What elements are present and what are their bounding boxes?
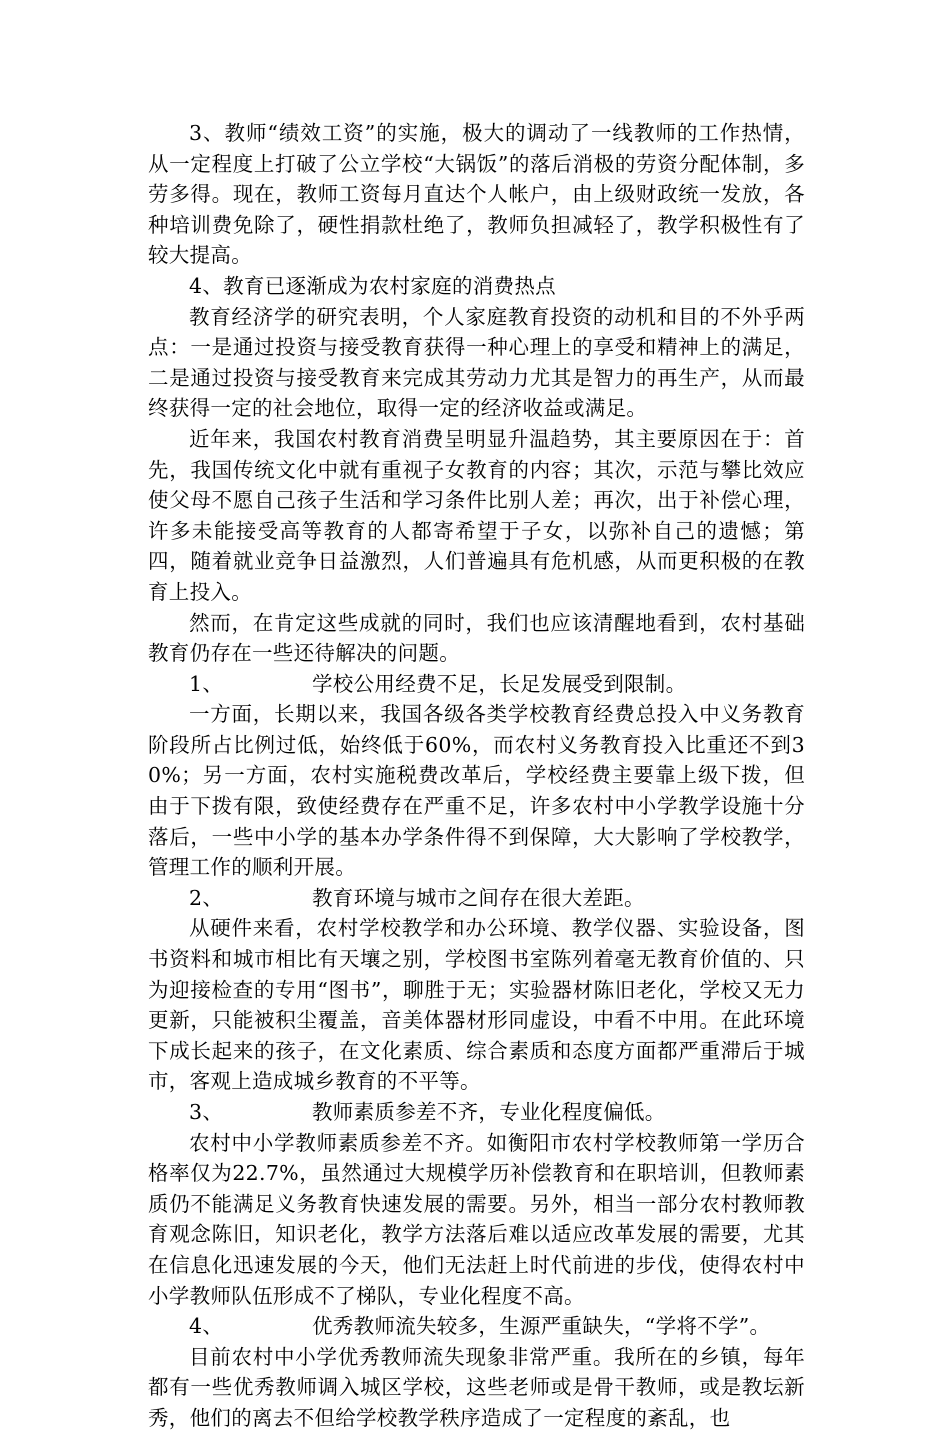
heading-funding-shortage: [148, 669, 805, 700]
paragraph-performance-pay: 3、教师“绩效工资”的实施，极大的调动了一线教师的工作热情，从一定程度上打破了公立学校“大锅饭”的落后消极的劳资分配体制，多劳多得。现在，教师工资每月直达个人帐户，由上级财政统一发放，各种培训费免除了，硬性捐款杜绝了，教师负担减轻了，教学积极性有了较大提高。: [148, 121, 805, 268]
paragraph-consumption-hotspot-title: 4、教育已逐渐成为农村家庭的消费热点: [189, 273, 556, 298]
document-page: [148, 118, 805, 1434]
heading-number: 3、: [189, 1100, 224, 1124]
heading-number: 4、: [189, 1314, 224, 1339]
heading-text: 优秀教师流失较多，生源严重缺失，“学将不学”。: [312, 1314, 771, 1339]
heading-number: 2、: [189, 885, 224, 910]
heading-text: 学校公用经费不足，长足发展受到限制。: [312, 671, 687, 696]
heading-text: 教师素质参差不齐，专业化程度偏低。: [312, 1100, 666, 1124]
paragraph-teacher-quality: 农村中小学教师素质参差不齐。如衡阳市农村学校教师第一学历合格率仅为22.7%，虽然通过大规模学历补偿教育和在职培训，但教师素质仍不能满足义务教育快速发展的需要。另外，相当一部分农村教师教育观念陈旧，知识老化，教学方法落后难以适应改革发展的需要，尤其在信息化迅速发展的今天，他们无法赶上时代前进的步伐，使得农村中小学教师队伍形成不了梯队，专业化程度不高。: [148, 1130, 805, 1308]
heading-environment-gap: [148, 883, 805, 914]
heading-teacher-loss: [148, 1311, 805, 1342]
paragraph-funding: 一方面，长期以来，我国各级各类学校教育经费总投入中义务教育阶段所占比例过低，始终低于60%，而农村义务教育投入比重还不到30%；另一方面，农村实施税费改革后，学校经费主要靠上级下拨，但由于下拨有限，致使经费存在严重不足，许多农村中小学教学设施十分落后，一些中小学的基本办学条件得不到保障，大大影响了学校教学，管理工作的顺利开展。: [148, 702, 805, 880]
heading-teacher-quality: [148, 1097, 805, 1128]
paragraph-education-economics: 教育经济学的研究表明，个人家庭教育投资的动机和目的不外乎两点：一是通过投资与接受教育获得一种心理上的享受和精神上的满足，二是通过投资与接受教育来完成其劳动力尤其是智力的再生产，从而最终获得一定的社会地位，取得一定的经济收益或满足。: [148, 304, 805, 421]
paragraph-however: 然而，在肯定这些成就的同时，我们也应该清醒地看到，农村基础教育仍存在一些还待解决的问题。: [148, 610, 805, 666]
heading-number: 1、: [189, 671, 224, 696]
paragraph-teacher-loss: 目前农村中小学优秀教师流失现象非常严重。我所在的乡镇，每年都有一些优秀教师调入城区学校，这些老师或是骨干教师，或是教坛新秀，他们的离去不但给学校教学秩序造成了一定程度的紊乱，也: [148, 1344, 805, 1430]
paragraph-hardware: 从硬件来看，农村学校教学和办公环境、教学仪器、实验设备，图书资料和城市相比有天壤之别，学校图书室陈列着毫无教育价值的、只为迎接检查的专用“图书”，聊胜于无；实验器材陈旧老化，学校又无力更新，只能被积尘覆盖，音美体器材形同虚设，中看不中用。在此环境下成长起来的孩子，在文化素质、综合素质和态度方面都严重滞后于城市，客观上造成城乡教育的不平等。: [148, 916, 805, 1094]
paragraph-recent-years: 近年来，我国农村教育消费呈明显升温趋势，其主要原因在于：首先，我国传统文化中就有重视子女教育的内容；其次，示范与攀比效应使父母不愿自己孩子生活和学习条件比别人差；再次，出于补偿心理，许多未能接受高等教育的人都寄希望于子女，以弥补自己的遗憾；第四，随着就业竞争日益激烈，人们普遍具有危机感，从而更积极的在教育上投入。: [148, 426, 805, 604]
heading-text: 教育环境与城市之间存在很大差距。: [312, 885, 645, 910]
